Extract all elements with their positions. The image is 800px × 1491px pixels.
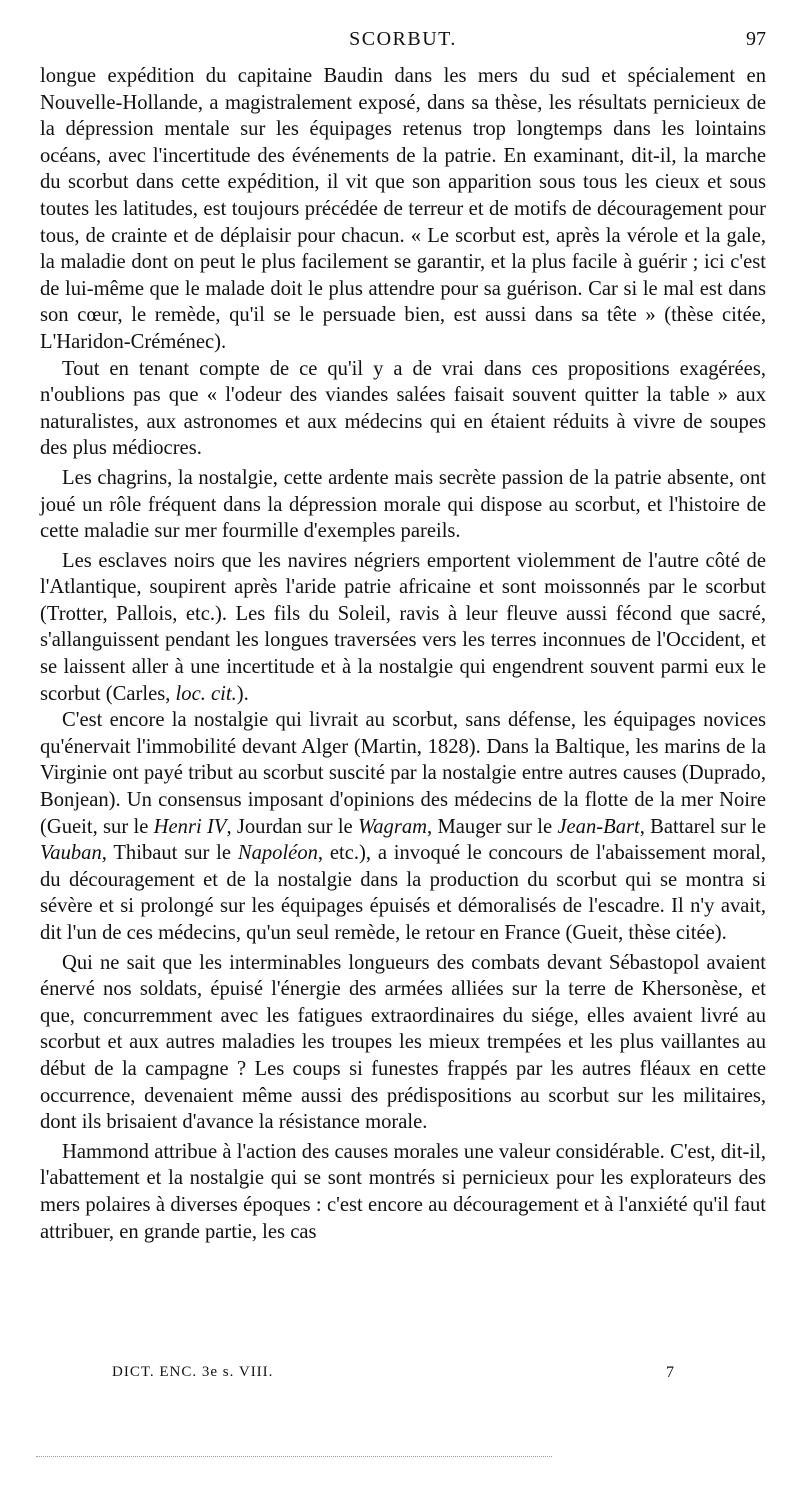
paragraph-3: Les chagrins, la nostalgie, cette ardente mais secrète passion de la patrie absente, ont joué un rôle fréquent dans la dépression morale qui dispose au scorbut, et l'histoire de cette maladie sur mer fourmille d'exemples pareils.: [40, 466, 766, 543]
page-number: 97: [746, 28, 766, 50]
paragraph-5: [40, 707, 766, 946]
dotted-rule: [36, 1456, 552, 1457]
paragraph-1: longue expédition du capitaine Baudin dans les mers du sud et spécialement en Nouvelle-Hollande, a magistralement exposé, dans sa thèse, les résultats pernicieux de la dépression mentale sur les équipages retenus trop longtemps dans les lointains océans, avec l'incertitude des événements de la patrie. En examinant, dit-il, la marche du scorbut dans cette expédition, il vit que son apparition sous tous les cieux et sous toutes les latitudes, est toujours précédée de terreur et de motifs de découragement pour tous, de crainte et de déplaisir pour chacun. « Le scorbut est, après la vérole et la gale, la maladie dont on peut le plus facilement se garantir, et la plus facile à guérir ; ici c'est de lui-même que le malade doit le plus attendre pour sa guérison. Car si le mal est dans son cœur, le remède, qu'il se le persuade bien, est aussi dans sa tête » (thèse citée, L'Haridon-Créménec).: [40, 65, 766, 353]
paragraph-5-text-5: , Thibaut sur le: [101, 842, 238, 865]
ship-name-henri-iv: Henri IV: [153, 815, 227, 838]
printer-signature: DICT. ENC. 3e s. VIII.: [112, 1364, 274, 1380]
citation-loc-cit: loc. cit.: [175, 682, 237, 705]
paragraph-4-end: ).: [236, 682, 249, 705]
paragraph-4: [40, 548, 766, 708]
paragraph-2: Tout en tenant compte de ce qu'il y a de vrai dans ces propositions exagérées, n'oublions pas que « l'odeur des viandes salées faisait souvent quitter la table » aux naturalistes, aux astronomes et aux médecins qui en étaient réduits à vivre de soupes des plus médiocres.: [40, 357, 766, 460]
paragraph-5-text-4: , Battarel sur le: [639, 815, 766, 838]
paragraph-5-text-3: , Mauger sur le: [427, 815, 558, 838]
paragraph-6: Qui ne sait que les interminables longueurs des combats devant Sébastopol avaient énervé nos soldats, épuisé l'énergie des armées alliées sur la terre de Khersonèse, et que, concurremment avec les fatigues extraordinaires du siége, elles avaient livré au scorbut et aux autres maladies les troupes les mieux trempées et les plus vaillantes au début de la campagne ? Les coups si funestes frappés par les autres fléaux en cette occurrence, devenaient même aussi des prédispositions au scorbut sur les militaires, dont ils brisaient d'avance la résistance morale.: [40, 951, 766, 1134]
ship-name-napoleon: Napoléon: [237, 842, 318, 865]
signature-line: [40, 1364, 766, 1388]
running-head: [40, 28, 766, 56]
paragraph-7: Hammond attribue à l'action des causes morales une valeur considérable. C'est, dit-il, l'abattement et la nostalgie qui se sont montrés si pernicieux pour les explorateurs des mers polaires à diverses époques : c'est encore au découragement et à l'anxiété qu'il faut attribuer, en grande partie, les cas: [40, 1140, 766, 1243]
body-text: [40, 63, 766, 1245]
paragraph-5-text: C'est encore la nostalgie qui livrait au scorbut, sans défense, les équipages novices qu'énervait l'immobilité devant Alger (Martin, 1828). Dans la Baltique, les marins de la Virginie ont payé tribut au scorbut suscité par la nostalgie entre autres causes (Duprado, Bonjean). Un consensus imposant d'opinions des médecins de la flotte de la mer Noire (Gueit, sur le: [40, 709, 766, 838]
running-title: SCORBUT.: [349, 28, 457, 50]
paragraph-5-text-2: , Jourdan sur le: [226, 815, 358, 838]
ship-name-vauban: Vauban: [40, 842, 102, 865]
ship-name-jean-bart: Jean-Bart: [557, 815, 640, 838]
ship-name-wagram: Wagram: [357, 815, 428, 838]
signature-number: 7: [666, 1364, 674, 1381]
paragraph-5-end: , etc.), a invoqué le concours de l'abaissement moral, du découragement et de la nostalgie dans la production du scorbut qui se montra si sévère et si prolongé sur les équipages épuisés et démoralisés de l'escadre. Il n'y avait, dit l'un de ces médecins, qu'un seul remède, le retour en France (Gueit, thèse citée).: [40, 842, 766, 944]
paragraph-4-text: Les esclaves noirs que les navires négriers emportent violemment de l'autre côté de l'Atlantique, soupirent après l'aride patrie africaine et sont moissonnés par le scorbut (Trotter, Pallois, etc.). Les fils du Soleil, ravis à leur fleuve aussi fécond que sacré, s'allanguissent pendant les longues traversées vers les terres inconnues de l'Occident, et se laissent aller à une incertitude et à la nostalgie qui engendrent souvent parmi eux le scorbut (Carles,: [40, 549, 766, 705]
